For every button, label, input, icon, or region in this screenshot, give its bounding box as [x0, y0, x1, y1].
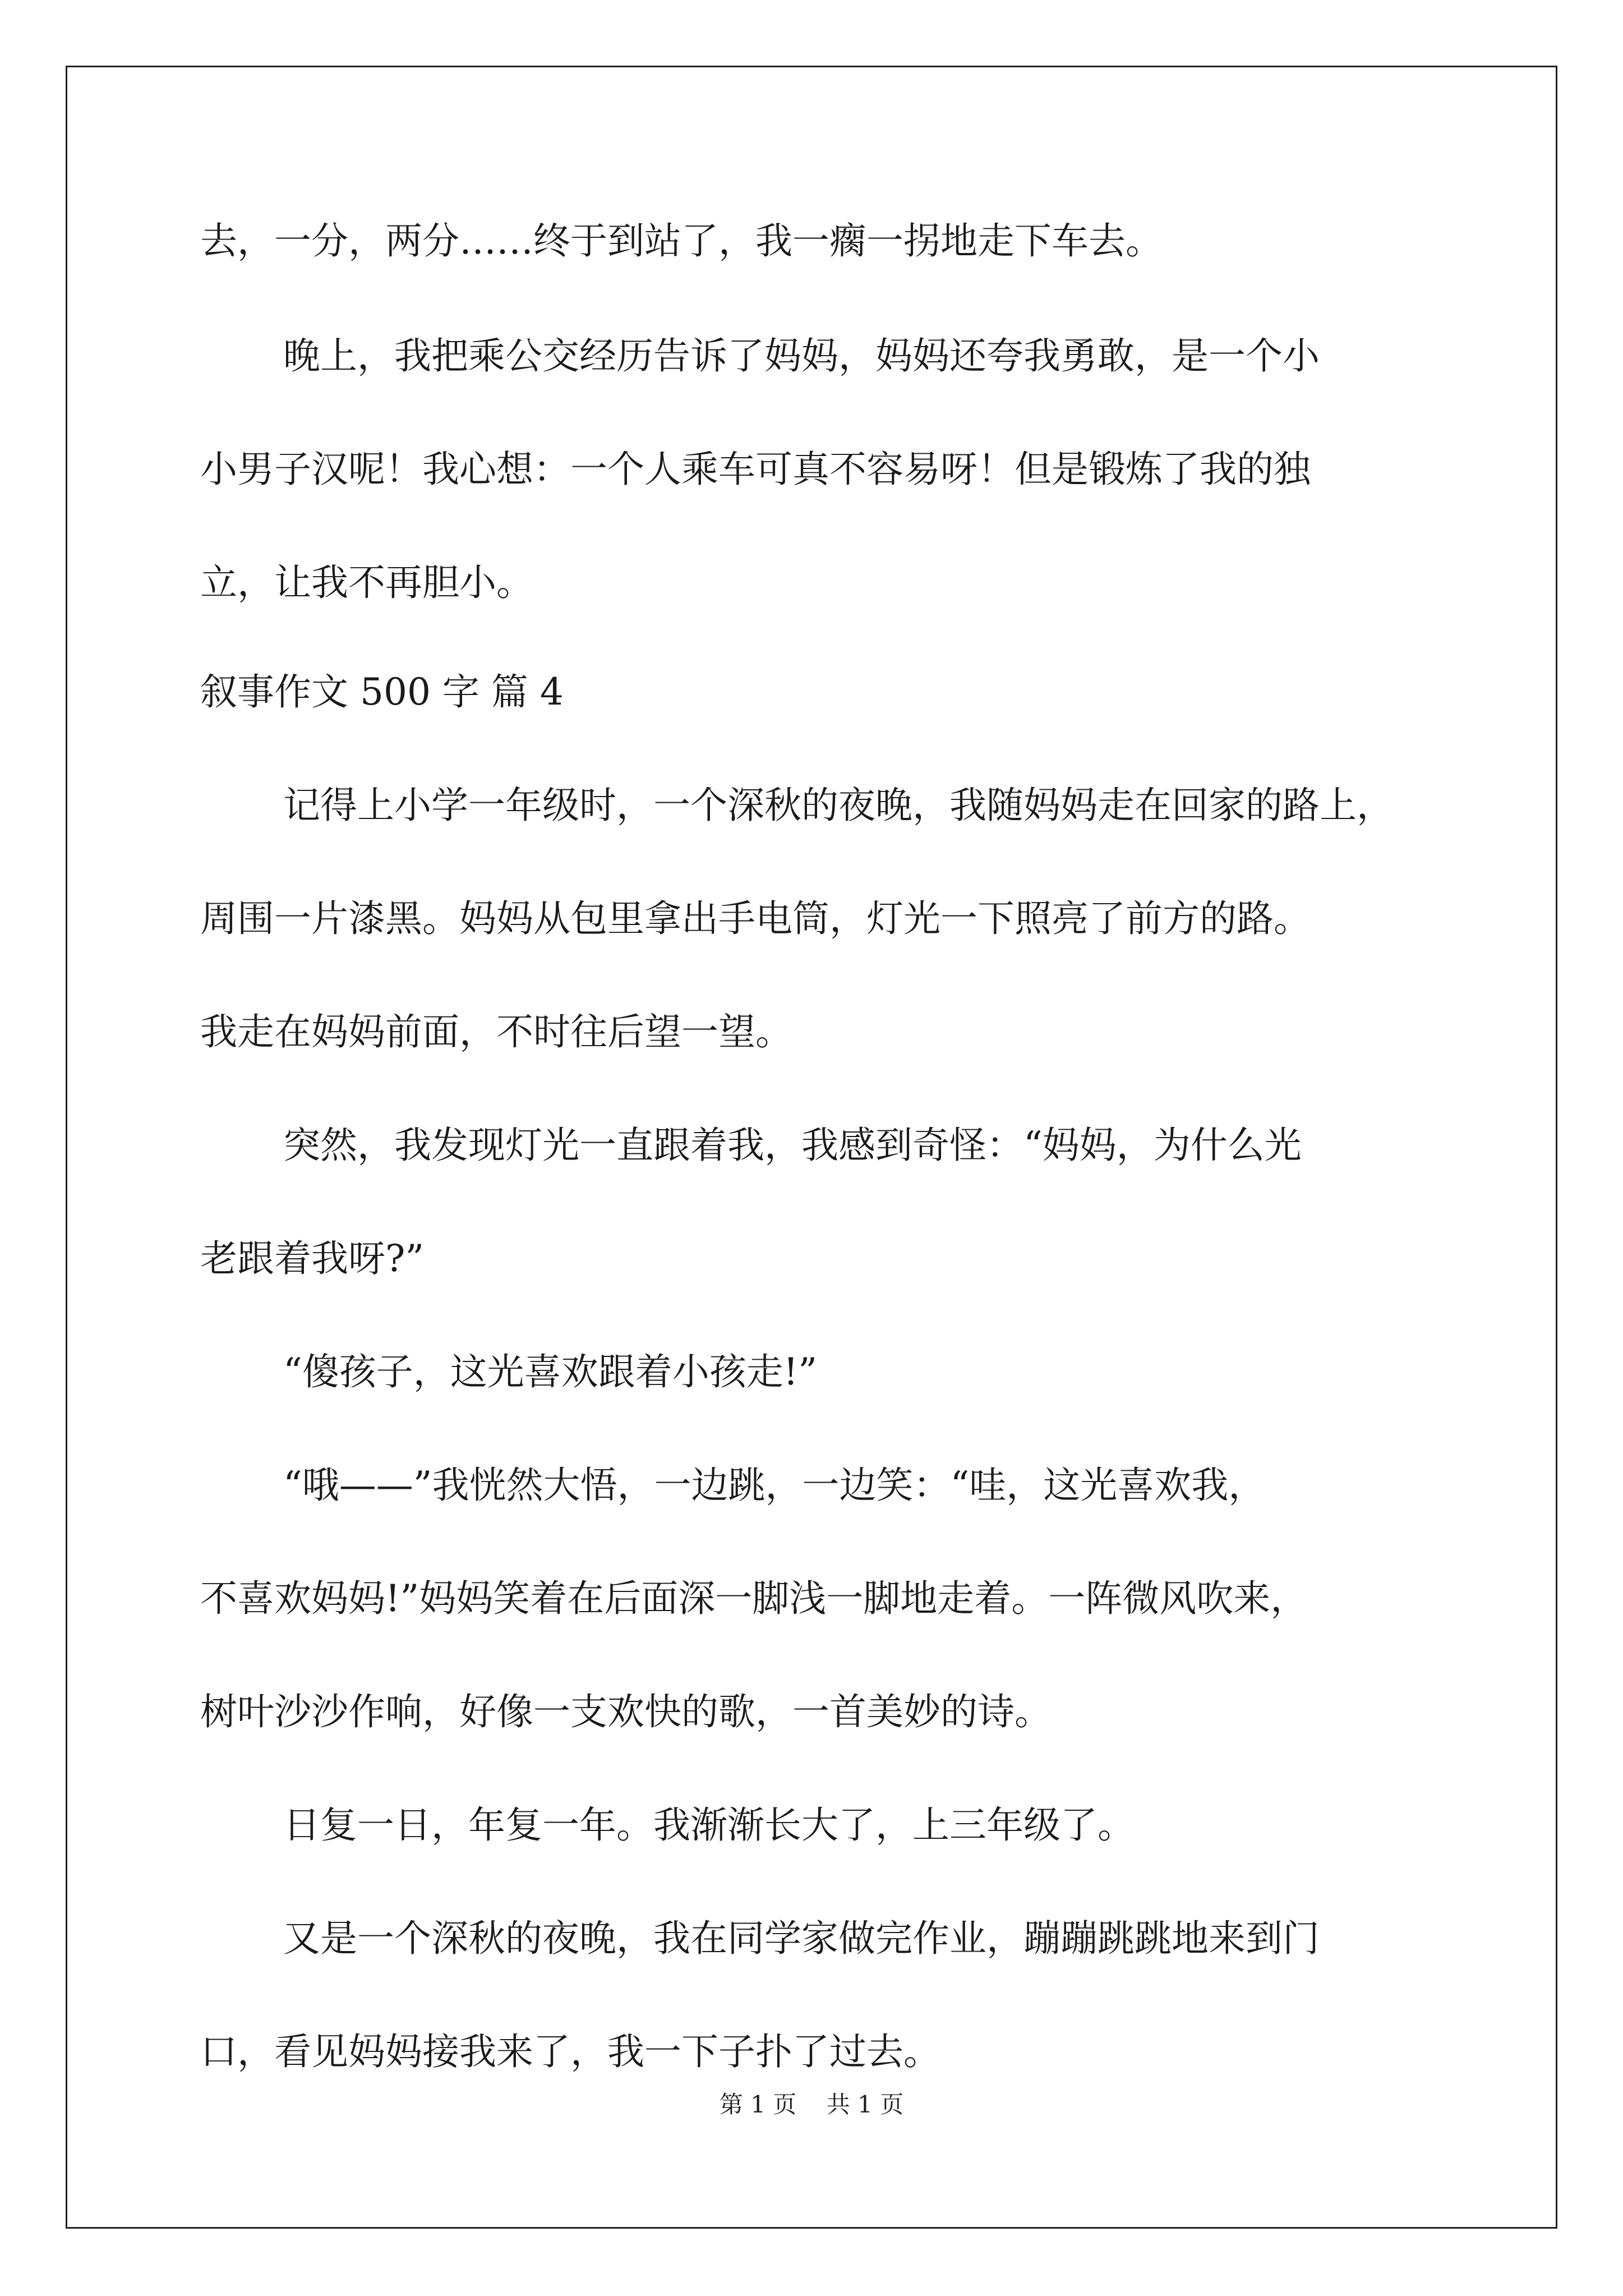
- paragraph-line: 小男子汉呢！我心想：一个人乘车可真不容易呀！但是锻炼了我的独: [200, 448, 1311, 491]
- paragraph-line: 口，看见妈妈接我来了，我一下子扑了过去。: [200, 2030, 940, 2073]
- paragraph-line: “哦——”我恍然大悟，一边跳，一边笑：“哇，这光喜欢我，: [283, 1464, 1266, 1507]
- paragraph-line: 记得上小学一年级时，一个深秋的夜晚，我随妈妈走在回家的路上，: [283, 784, 1394, 827]
- paragraph-line: 去，一分，两分……终于到站了，我一瘸一拐地走下车去。: [200, 219, 1163, 263]
- paragraph-line: 树叶沙沙作响，好像一支欢快的歌，一首美妙的诗。: [200, 1690, 1052, 1733]
- paragraph-line: 周围一片漆黑。妈妈从包里拿出手电筒，灯光一下照亮了前方的路。: [200, 897, 1311, 940]
- page-number-footer: 第 1 页 共 1 页: [719, 2091, 904, 2118]
- section-heading: 叙事作文 500 字 篇 4: [200, 670, 564, 714]
- paragraph-line: 立，让我不再胆小。: [200, 561, 533, 604]
- paragraph-line: 晚上，我把乘公交经历告诉了妈妈，妈妈还夸我勇敢，是一个小: [283, 334, 1320, 378]
- paragraph-line: 又是一个深秋的夜晚，我在同学家做完作业，蹦蹦跳跳地来到门: [283, 1917, 1320, 1960]
- paragraph-line: 不喜欢妈妈!”妈妈笑着在后面深一脚浅一脚地走着。一阵微风吹来，: [200, 1577, 1308, 1620]
- paragraph-line: 老跟着我呀?”: [200, 1237, 425, 1280]
- paragraph-line: “傻孩子，这光喜欢跟着小孩走!”: [283, 1350, 818, 1393]
- paragraph-line: 突然，我发现灯光一直跟着我，我感到奇怪：“妈妈，为什么光: [283, 1124, 1302, 1167]
- paragraph-line: 日复一日，年复一年。我渐渐长大了，上三年级了。: [283, 1803, 1135, 1847]
- paragraph-line: 我走在妈妈前面，不时往后望一望。: [200, 1010, 792, 1053]
